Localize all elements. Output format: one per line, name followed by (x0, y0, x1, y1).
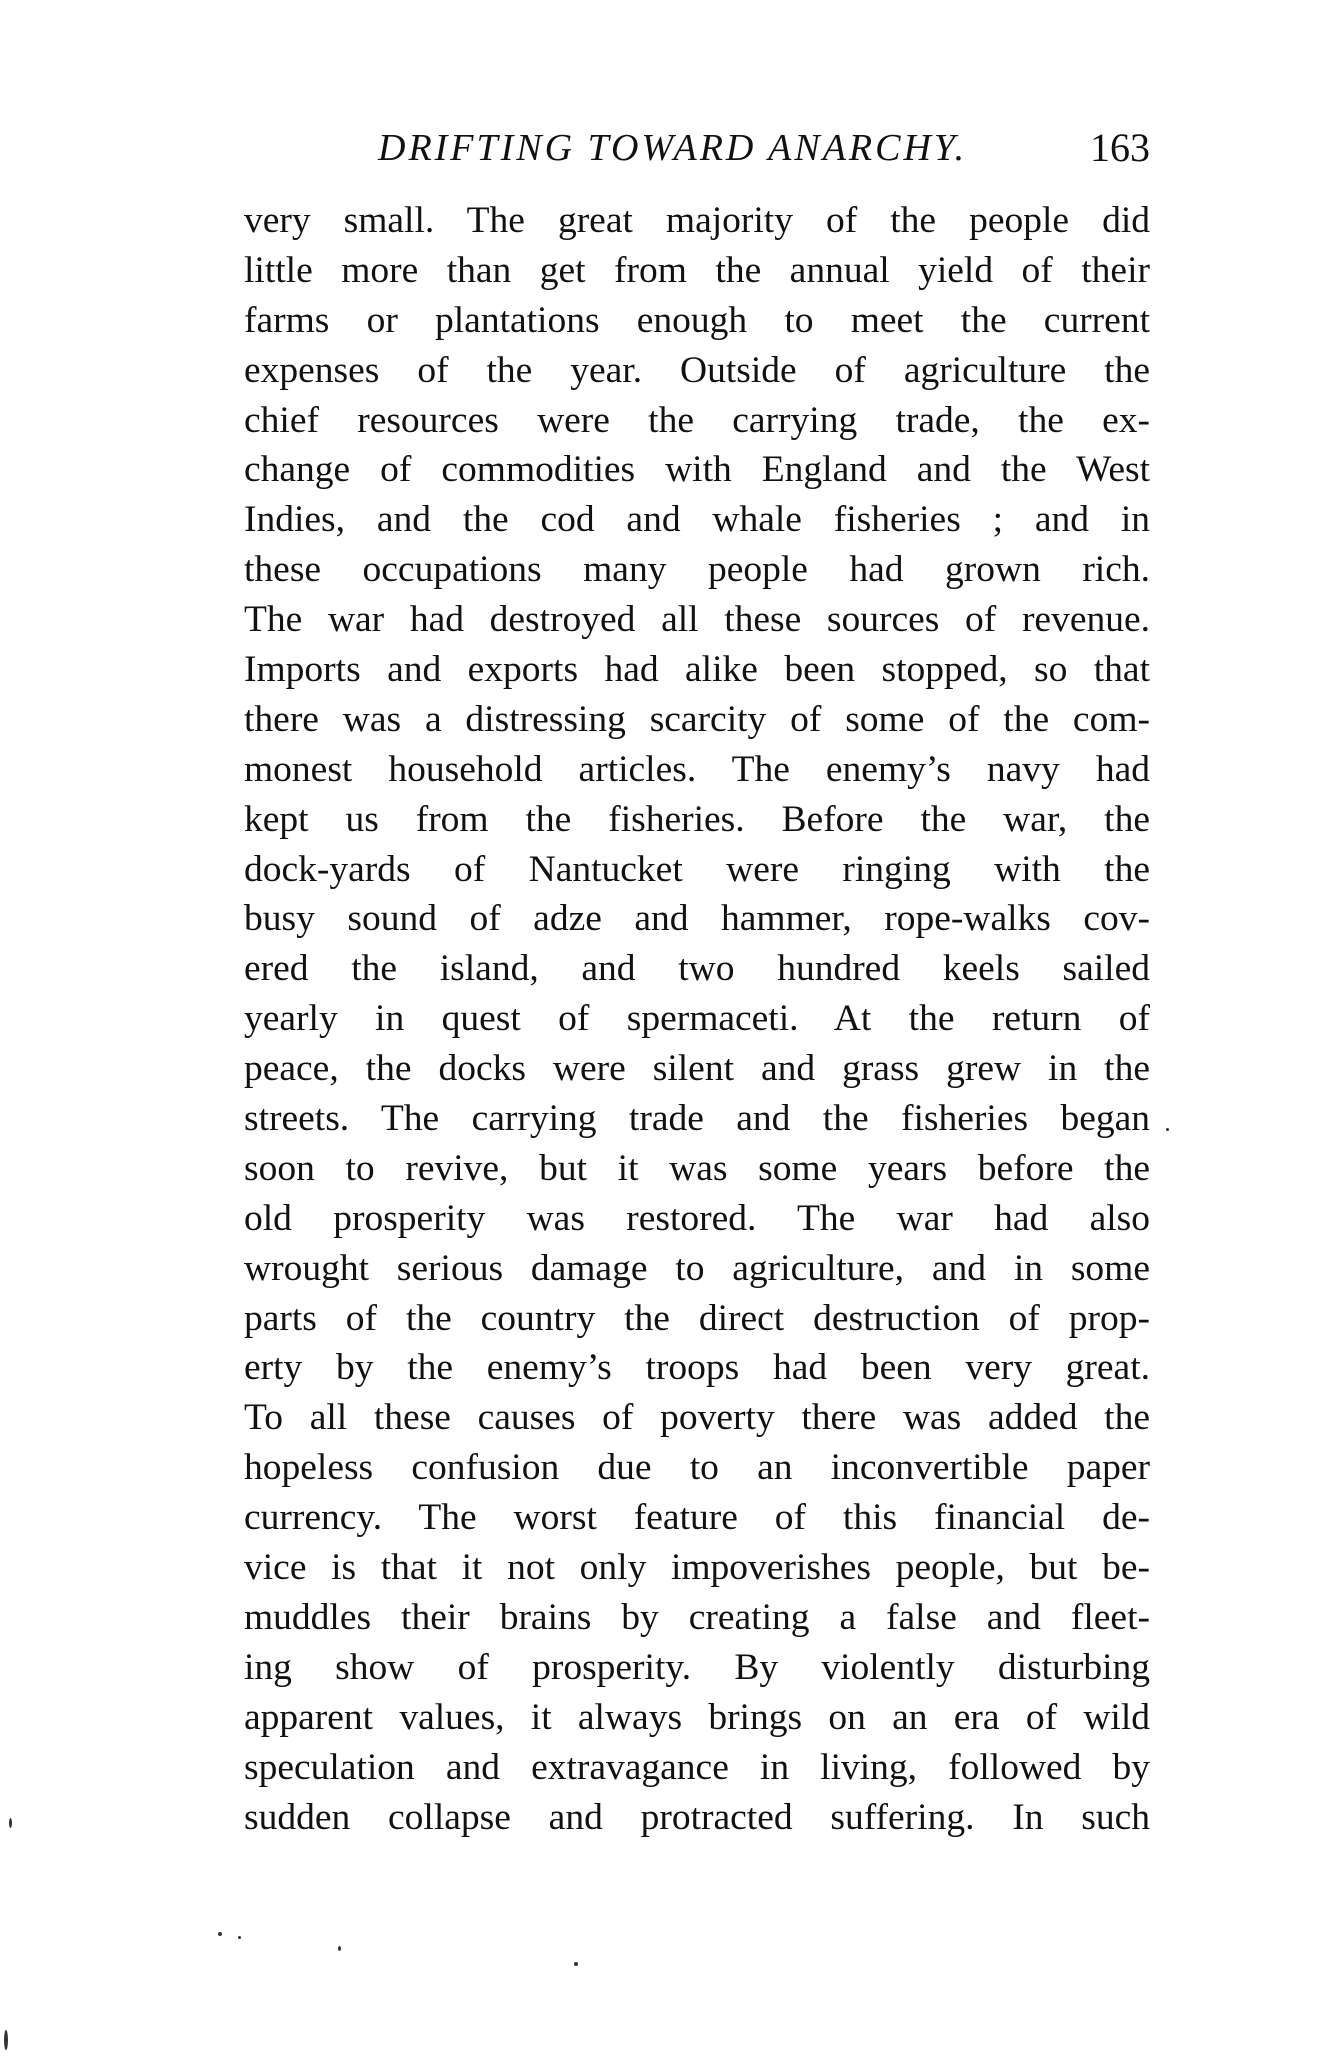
scan-speck (1166, 1128, 1169, 1131)
text-line: change of commodities with England and the West (244, 449, 1150, 491)
text-line: hopeless confusion due to an inconvertible paper (244, 1447, 1150, 1489)
running-head (244, 118, 1150, 178)
text-line: wrought serious damage to agriculture, and in some (244, 1247, 1150, 1289)
body-text (244, 196, 1150, 1842)
page-number: 163 (1090, 125, 1150, 170)
text-line: peace, the docks were silent and grass grew in the (244, 1048, 1150, 1090)
text-line: streets. The carrying trade and the fisheries began (244, 1098, 1150, 1140)
scan-speck (4, 2030, 8, 2050)
text-line: Imports and exports had alike been stopped, so that (244, 649, 1150, 691)
text-line: soon to revive, but it was some years before the (244, 1147, 1150, 1189)
text-line: vice is that it not only impoverishes people, but be- (244, 1547, 1150, 1589)
text-line: Indies, and the cod and whale fisheries ; and in (244, 499, 1150, 541)
running-title: DRIFTING TOWARD ANARCHY. (378, 127, 968, 169)
scan-speck (574, 1962, 578, 1966)
text-line: busy sound of adze and hammer, rope-walks cov- (244, 898, 1150, 940)
text-line: chief resources were the carrying trade, the ex- (244, 399, 1150, 441)
text-line: dock-yards of Nantucket were ringing with the (244, 848, 1150, 890)
text-line: expenses of the year. Outside of agriculture the (244, 349, 1150, 391)
text-line: sudden collapse and protracted suffering. In such (244, 1796, 1150, 1838)
scan-speck (238, 1936, 241, 1939)
text-line: there was a distressing scarcity of some of the com- (244, 698, 1150, 740)
scan-speck (9, 1818, 12, 1828)
text-line: old prosperity was restored. The war had also (244, 1197, 1150, 1239)
text-line: The war had destroyed all these sources of revenue. (244, 599, 1150, 641)
text-line: monest household articles. The enemy’s navy had (244, 748, 1150, 790)
text-line: farms or plantations enough to meet the current (244, 299, 1150, 341)
text-line: these occupations many people had grown rich. (244, 549, 1150, 591)
text-line: ing show of prosperity. By violently disturbing (244, 1646, 1150, 1688)
text-line: muddles their brains by creating a false and fleet- (244, 1596, 1150, 1638)
text-line: speculation and extravagance in living, followed by (244, 1746, 1150, 1788)
text-line: yearly in quest of spermaceti. At the return of (244, 998, 1150, 1040)
text-line: kept us from the fisheries. Before the war, the (244, 798, 1150, 840)
text-line: apparent values, it always brings on an era of wild (244, 1696, 1150, 1738)
text-line: erty by the enemy’s troops had been very great. (244, 1347, 1150, 1389)
scan-speck (218, 1932, 222, 1936)
text-line: To all these causes of poverty there was added the (244, 1397, 1150, 1439)
text-line: parts of the country the direct destruction of prop- (244, 1297, 1150, 1339)
text-line: very small. The great majority of the people did (244, 200, 1150, 241)
text-line: little more than get from the annual yield of their (244, 249, 1150, 291)
scan-speck (338, 1946, 341, 1951)
text-line: currency. The worst feature of this financial de- (244, 1497, 1150, 1539)
text-line: ered the island, and two hundred keels sailed (244, 948, 1150, 990)
